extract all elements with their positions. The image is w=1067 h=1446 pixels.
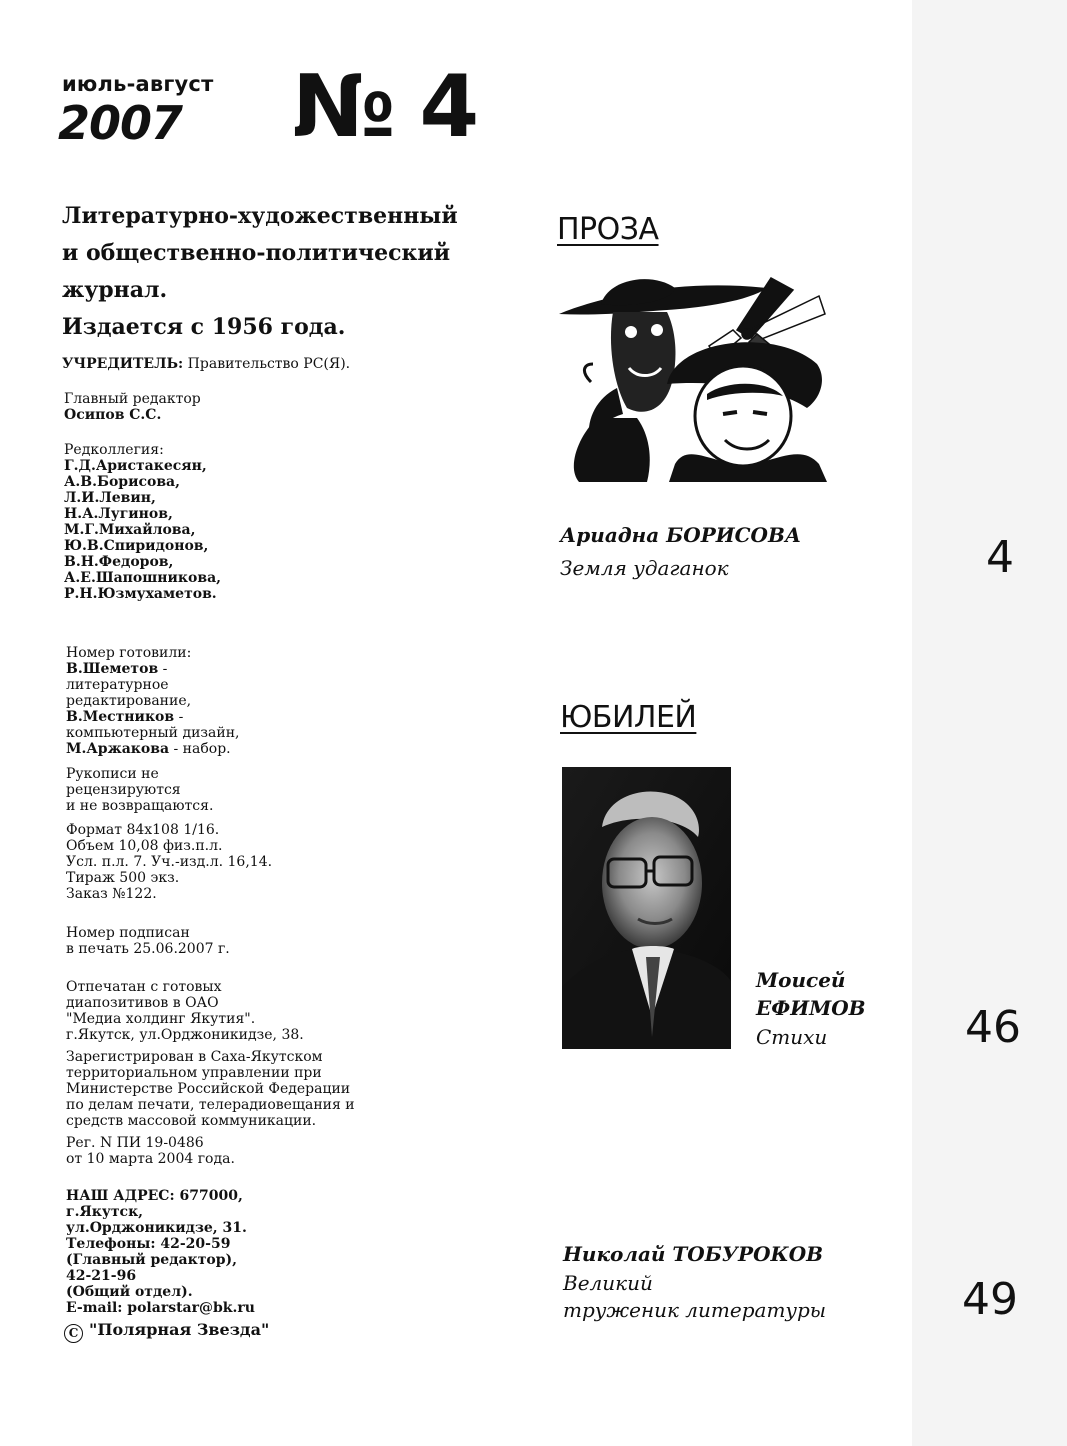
section-title-jubilee: ЮБИЛЕЙ [560,700,697,735]
chief-editor-label: Главный редактор [64,391,201,407]
article-author: Николай ТОБУРОКОВ [563,1242,824,1266]
board-label: Редколлегия: [64,442,164,458]
signed-line: Номер подписан [66,925,190,941]
format-line: Заказ №122. [66,886,157,902]
printed-line: Отпечатан с готовых [66,979,222,995]
jubilee-author-first: Моисей [756,968,846,992]
staff-role: набор. [182,741,231,757]
editorial-board [64,442,221,602]
description-line: Издается с 1956 года. [62,314,346,340]
founder-label: УЧРЕДИТЕЛЬ: [62,356,184,372]
copyright-text: "Полярная Звезда" [89,1320,270,1339]
issue-month: июль-август [62,72,214,96]
board-member: А.В.Борисова, [64,474,180,490]
regnum-line: Рег. N ПИ 19-0486 [66,1135,204,1151]
page-edge-strip [912,0,1067,1446]
description-line: Литературно-художественный [62,203,458,229]
issue-number: № 4 [292,57,477,157]
note-line: рецензируются [66,782,181,798]
board-member: Г.Д.Аристакесян, [64,458,207,474]
registered-line: территориальном управлении при [66,1065,322,1081]
address-line: НАШ АДРЕС: 677000, [66,1188,243,1204]
jubilee-title: Стихи [756,1025,828,1049]
prose-page-number: 4 [986,532,1014,583]
signed-to-print [66,925,230,957]
prepared-label: Номер готовили: [66,645,192,661]
founder-value: Правительство РС(Я). [187,356,351,372]
registered-line: Зарегистрирован в Саха-Якутском [66,1049,323,1065]
staff-name: М.Аржакова [66,741,170,757]
jubilee-portrait-photo [562,767,731,1049]
board-member: М.Г.Михайлова, [64,522,196,538]
printing-house [66,979,304,1043]
founder [62,356,350,372]
copyright-icon: C [64,1324,83,1343]
staff-role: редактирование, [66,693,192,709]
registered-line: средств массовой коммуникации. [66,1113,317,1129]
format-line: Объем 10,08 физ.п.л. [66,838,223,854]
staff-role: компьютерный дизайн, [66,725,240,741]
staff-name: В.Местников [66,709,175,725]
note-line: и не возвращаются. [66,798,214,814]
chief-editor-name: Осипов С.С. [64,407,162,423]
article-page-number: 49 [962,1274,1018,1325]
jubilee-page-number: 46 [965,1002,1021,1053]
registration-note [66,1049,355,1129]
board-member: Л.И.Левин, [64,490,156,506]
issue-prepared-by: Номер готовили: В.Шеметов - литературное редактирование, В.Местников - компьютерный дизайн, М.Аржакова - набор. [66,645,240,757]
format-line: Формат 84x108 1/16. [66,822,220,838]
board-member: В.Н.Федоров, [64,554,174,570]
signed-line: в печать 25.06.2007 г. [66,941,230,957]
article-title-line: Великий [563,1271,653,1295]
registered-line: по делам печати, телерадиовещания и [66,1097,355,1113]
staff-name: В.Шеметов [66,661,159,677]
journal-description [62,198,482,346]
print-format [66,822,272,902]
description-line: и общественно-политический [62,240,451,266]
regnum-line: от 10 марта 2004 года. [66,1151,235,1167]
staff-role: литературное [66,677,169,693]
printed-line: диапозитивов в ОАО [66,995,219,1011]
manuscripts-note [66,766,213,814]
note-line: Рукописи не [66,766,159,782]
registration-number [66,1135,235,1167]
description-line: журнал. [62,277,168,303]
printed-line: г.Якутск, ул.Орджоникидзе, 38. [66,1027,304,1043]
printed-line: "Медиа холдинг Якутия". [66,1011,256,1027]
registered-line: Министерстве Российской Федерации [66,1081,351,1097]
prose-illustration [557,268,847,488]
contact-address [66,1188,255,1316]
article-title-line: труженик литературы [563,1298,827,1322]
email-line: E-mail: polarstar@bk.ru [66,1300,255,1316]
address-line: г.Якутск, [66,1204,144,1220]
board-member: Н.А.Лугинов, [64,506,173,522]
format-line: Тираж 500 экз. [66,870,180,886]
woman-figure-icon [667,342,827,482]
address-line: 42-21-96 [66,1268,137,1284]
issue-year: 2007 [58,96,183,150]
board-member: А.Е.Шапошникова, [64,570,222,586]
chief-editor [64,391,201,423]
board-member: Р.Н.Юзмухаметов. [64,586,217,602]
format-line: Усл. п.л. 7. Уч.-изд.л. 16,14. [66,854,273,870]
section-title-prose: ПРОЗА [557,212,659,247]
address-line: (Главный редактор), [66,1252,238,1268]
copyright [64,1320,269,1343]
prose-title: Земля удаганок [560,556,729,580]
address-line: (Общий отдел). [66,1284,193,1300]
prose-author: Ариадна БОРИСОВА [560,523,802,547]
address-line: Телефоны: 42-20-59 [66,1236,231,1252]
jubilee-author-last: ЕФИМОВ [756,996,866,1020]
address-line: ул.Орджоникидзе, 31. [66,1220,247,1236]
board-member: Ю.В.Спиридонов, [64,538,209,554]
